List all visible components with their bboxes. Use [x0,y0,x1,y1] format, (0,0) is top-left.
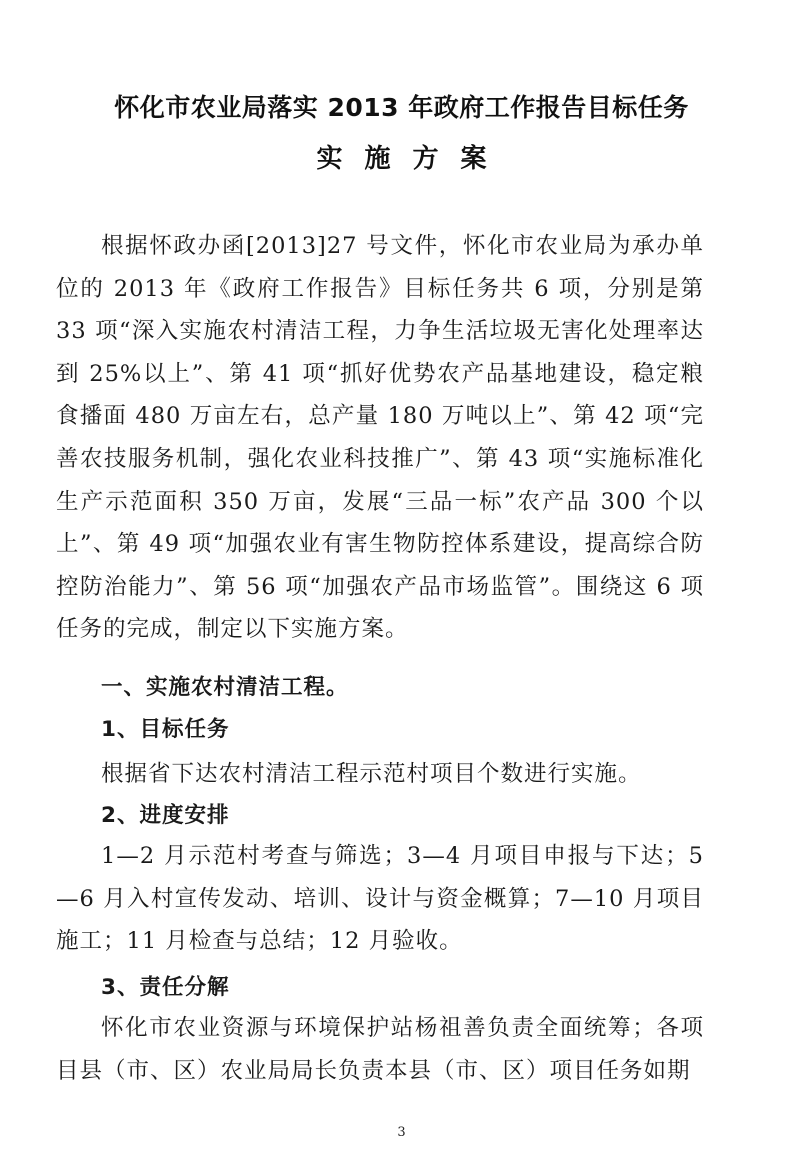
intro-paragraph: 根据怀政办函[2013]27 号文件，怀化市农业局为承办单位的 2013 年《政府工作报告》目标任务共 6 项，分别是第 33 项“深入实施农村清洁工程，力争生活垃圾无害化处理率达到 25%以上”、第 41 项“抓好优势农产品基地建设，稳定粮食播面 480 万亩左右，总产量 180 万吨以上”、第 42 项“完善农技服务机制，强化农业科技推广”、第 43 项“实施标准化生产示范面积 350 万亩，发展“三品一标”农产品 300 个以上”、第 49 项“加强农业有害生物防控体系建设，提高综合防控防治能力”、第 56 项“加强农产品市场监管”。围绕这 6 项任务的完成，制定以下实施方案。 [56,233,704,643]
section-heading: 一、实施农村清洁工程。 [101,675,349,700]
intro-section [56,225,704,651]
subsection-text-responsibility: 怀化市农业资源与环境保护站杨祖善负责全面统筹；各项目县（市、区）农业局局长负责本县（市、区）项目任务如期 [56,1015,704,1084]
document-subtitle: 实施方案 [316,144,509,174]
schedule-section [56,835,704,963]
subsection-heading-targets: 1、目标任务 [101,717,230,742]
subsection-text-schedule: 1—2 月示范村考查与筛选；3—4 月项目申报与下达；5—6 月入村宣传发动、培训、设计与资金概算；7—10 月项目施工；11 月检查与总结；12 月验收。 [56,843,704,955]
subsection-text-targets: 根据省下达农村清洁工程示范村项目个数进行实施。 [101,761,642,787]
document-title: 怀化市农业局落实 2013 年政府工作报告目标任务 [114,93,689,122]
subsection-heading-responsibility: 3、责任分解 [101,975,230,1000]
responsibility-section [56,1007,704,1092]
subsection-heading-schedule: 2、进度安排 [101,803,230,828]
page-number: 3 [397,1125,406,1140]
